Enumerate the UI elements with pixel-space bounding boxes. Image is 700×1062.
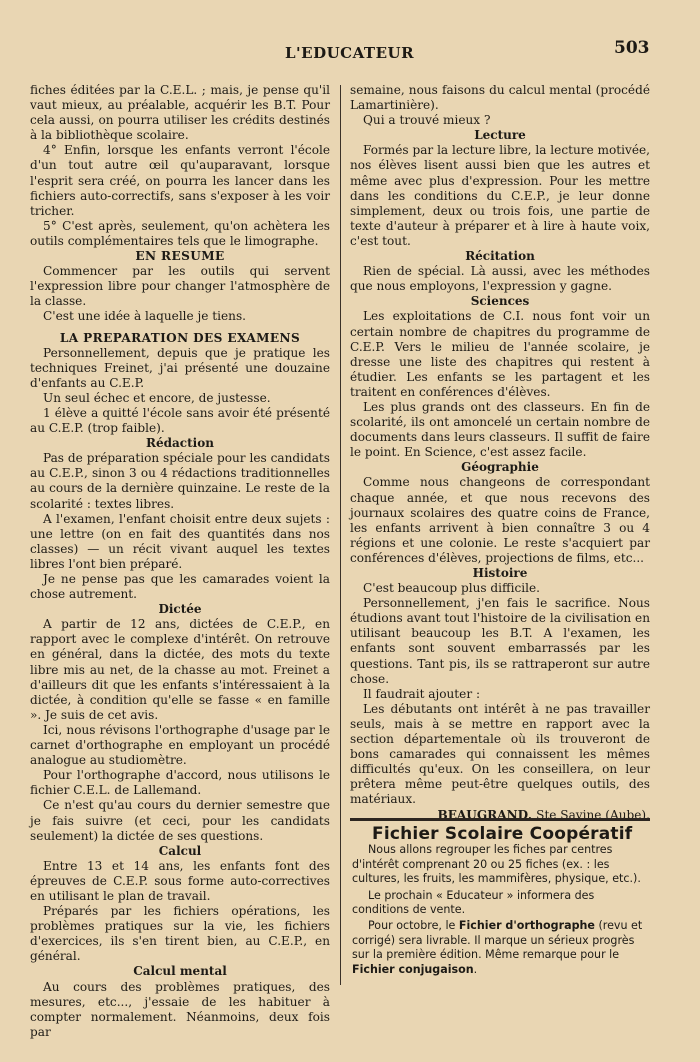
announcement-paragraph: Nous allons regrouper les fiches par centres d'intérêt comprenant 20 ou 25 fiches (ex. : les cultures, les fruits, les mammifères, physique, etc.). <box>352 843 641 886</box>
column-divider <box>340 85 341 985</box>
subsection-heading: Lecture <box>474 128 526 143</box>
announcement-paragraph: Le prochain « Educateur » informera des conditions de vente. <box>352 888 595 917</box>
text-run: (revu et corrigé) sera livrable. Il marque un sérieux progrès sur la première édition. Même remarque pour le <box>352 919 643 962</box>
announcement-title: Fichier Scolaire Coopératif <box>372 824 633 844</box>
paragraph: A partir de 12 ans, dictées de C.E.P., en rapport avec le complexe d'intérêt. On retrouve en général, dans la dictée, des mots du texte libre mis au net, de la chasse au mot. Freinet a d'ailleurs dit que les enfants s'intéressaient à la dictée, à condition qu'elle se fasse « en famille ». Je suis de cet avis. <box>30 617 330 722</box>
paragraph: Il faudrait ajouter : <box>363 686 481 701</box>
signature-place: Ste Savine (Aube). <box>536 807 650 822</box>
paragraph: Au cours des problèmes pratiques, des mesures, etc..., j'essaie de les habituer à compter normalement. Néanmoins, deux fois par <box>30 979 330 1039</box>
section-heading: EN RESUME <box>135 249 225 264</box>
paragraph: Pas de préparation spéciale pour les candidats au C.E.P., sinon 3 ou 4 rédactions traditionnelles au cours de la dernière quinzaine. Le reste de la scolarité : textes libres. <box>30 451 330 511</box>
paragraph: C'est beaucoup plus difficile. <box>363 581 541 596</box>
subsection-heading: Récitation <box>465 249 535 264</box>
subsection-heading: Sciences <box>470 294 530 309</box>
paragraph: Commencer par les outils qui servent l'expression libre pour changer l'atmosphère de la classe. <box>30 264 330 309</box>
paragraph: Les plus grands ont des classeurs. En fin de scolarité, ils ont amoncelé un certain nombre de documents dans leurs classeurs. Il suffit de faire le point. En Science, c'est assez facile. <box>350 399 650 460</box>
paragraph: 5° C'est après, seulement, qu'on achètera les outils complémentaires tels que le limographe. <box>30 218 330 248</box>
paragraph: Personnellement, depuis que je pratique les techniques Freinet, j'ai présenté une douzaine d'enfants au C.E.P. <box>30 345 330 390</box>
paragraph: Ici, nous révisons l'orthographe d'usage par le carnet d'orthographe en employant un procédé analogue au studiomètre. <box>30 722 330 768</box>
text-run: . <box>473 962 478 976</box>
paragraph: Les débutants ont intérêt à ne pas travailler seuls, mais à se mettre en rapport avec la section départementale où ils trouveront de bons camarades qui connaissent les mêmes difficultés qu'eux. On les conseillera, on leur prêtera même peut-être quelques outils, des matériaux. <box>350 701 650 807</box>
paragraph: Les exploitations de C.I. nous font voir un certain nombre de chapitres du programme de C.E.P. Vers le milieu de l'année scolaire, je dresse une liste des chapitres qui restent à étudier. Les enfants se les partagent et les traitent en conférences d'élèves. <box>350 309 650 399</box>
paragraph: Je ne pense pas que les camarades voient la chose autrement. <box>30 572 330 602</box>
page-number: 503 <box>614 38 650 58</box>
fichier-orthographe-label: Fichier d'orthographe <box>458 919 595 933</box>
subsection-heading: Calcul mental <box>133 964 227 979</box>
text-run: Pour octobre, le <box>368 919 459 933</box>
paragraph: 4° Enfin, lorsque les enfants verront l'école d'un tout autre œil qu'auparavant, lorsque l'esprit sera créé, on pourra les lancer dans les fichiers auto-correctifs, sans s'exposer à les voir tricher. <box>30 143 330 218</box>
fichier-conjugaison-label: Fichier conjugaison <box>352 962 474 976</box>
paragraph: semaine, nous faisons du calcul mental (procédé Lamartinière). <box>350 83 650 113</box>
paragraph: Rien de spécial. Là aussi, avec les méthodes que nous employons, l'expression y gagne. <box>350 264 650 294</box>
section-heading: LA PREPARATION DES EXAMENS <box>59 330 301 345</box>
paragraph: Personnellement, j'en fais le sacrifice. Nous étudions avant tout l'histoire de la civilisation en utilisant beaucoup les B.T. A l'examen, les enfants sont souvent embarrassés par les questions. Tant pis, ils se rattraperont sur autre chose. <box>350 596 650 686</box>
paragraph: Ce n'est qu'au cours du dernier semestre que je fais suivre (et ceci, pour les candidats seulement) la dictée de ses questions. <box>30 798 330 843</box>
paragraph: C'est une idée à laquelle je tiens. <box>43 309 247 324</box>
announcement-box <box>350 818 650 993</box>
paragraph: Comme nous changeons de correspondant chaque année, et que nous recevons des journaux scolaires des quatre coins de France, les enfants arrivent à bien connaître 3 ou 4 régions et une colonie. Le reste s'acquiert par conférences d'élèves, projections de films, etc... <box>350 475 650 565</box>
paragraph: Pour l'orthographe d'accord, nous utilisons le fichier C.E.L. de Lallemand. <box>30 768 330 798</box>
paragraph: Préparés par les fichiers opérations, les problèmes pratiques sur la vie, les fichiers d'exercices, ils s'en tirent bien, au C.E.P., en général. <box>30 904 330 964</box>
subsection-heading: Géographie <box>461 460 539 475</box>
paragraph: Entre 13 et 14 ans, les enfants font des épreuves de C.E.P. sous forme auto-correctives en utilisant le plan de travail. <box>30 858 330 903</box>
journal-title: L'EDUCATEUR <box>285 44 415 62</box>
paragraph: Formés par la lecture libre, la lecture motivée, nos élèves lisent aussi bien que les autres et même avec plus d'expression. Pour les mettre dans les conditions du C.E.P., je leur donne simplement, deux ou trois fois, une partie de texte d'auteur à préparer et à lire à haute voix, c'est tout. <box>350 143 650 248</box>
paragraph: fiches éditées par la C.E.L. ; mais, je pense qu'il vaut mieux, au préalable, acquérir les B.T. Pour cela aussi, on pourra utiliser les crédits destinés à la bibliothèque scolaire. <box>30 83 330 143</box>
paragraph: A l'examen, l'enfant choisit entre deux sujets : une lettre (on en fait des quantités dans nos classes) — un récit vivant auquel les textes libres l'ont bien préparé. <box>30 511 330 571</box>
paragraph: Qui a trouvé mieux ? <box>363 113 491 128</box>
paragraph: Un seul échec et encore, de justesse. <box>43 390 271 405</box>
signature-name: BEAUGRAND, <box>437 807 532 822</box>
subsection-heading: Histoire <box>472 566 528 580</box>
subsection-heading: Rédaction <box>146 436 214 451</box>
page-header <box>0 38 700 64</box>
subsection-heading: Calcul <box>158 843 202 858</box>
right-column <box>350 83 650 823</box>
subsection-heading: Dictée <box>158 602 202 617</box>
left-column <box>30 83 330 1040</box>
paragraph: 1 élève a quitté l'école sans avoir été présenté au C.E.P. (trop faible). <box>30 405 330 436</box>
announcement-paragraph <box>350 919 650 977</box>
